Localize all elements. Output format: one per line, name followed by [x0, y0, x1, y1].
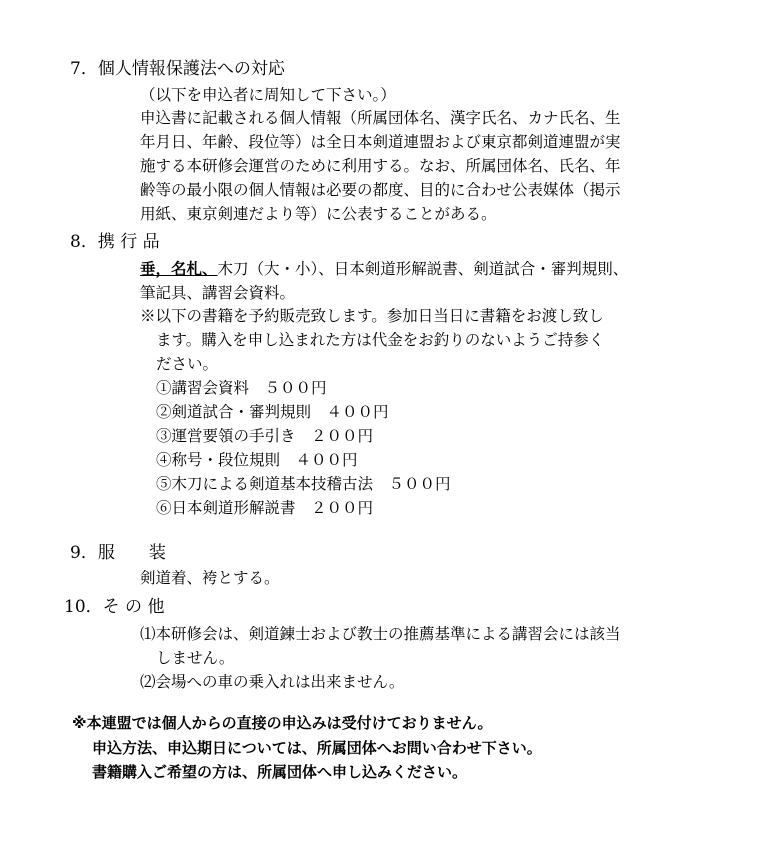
book-sale-notice-line: ※以下の書籍を予約販売致します。参加日当日に書籍をお渡し致し — [140, 307, 604, 325]
section-7-body-line: 施する本研修会運営のために利用する。なお、所属団体名、氏名、年 — [140, 157, 621, 175]
section-7-body-line: 齢等の最小限の個人情報は必要の都度、目的に合わせ公表媒体（掲示 — [140, 181, 621, 199]
section-9-heading: 9．服 装 — [70, 543, 166, 563]
section-10-item: しません。 — [156, 649, 235, 667]
footer-notice: ※本連盟では個人からの直接の申込みは受付けておりません。 — [72, 714, 493, 732]
section-8-heading: 8．携 行 品 — [70, 232, 160, 252]
footer-notice: 書籍購入ご希望の方は、所属団体へ申し込みください。 — [92, 763, 468, 781]
book-item: ④称号・段位規則 ４００円 — [156, 451, 358, 469]
book-sale-notice-line: ださい。 — [156, 355, 219, 373]
items-text: 木刀（大・小）、日本剣道形解説書、剣道試合・審判規則、 — [217, 260, 629, 278]
section-7-body-line: 用紙、東京剣連だより等）に公表することがある。 — [140, 205, 497, 223]
section-7-body-line: 年月日、年齢、段位等）は全日本剣道連盟および東京都剣道連盟が実 — [140, 133, 621, 151]
section-8-items-line: 筆記具、講習会資料。 — [140, 284, 296, 302]
section-10-item: ⑵会場への車の乗入れは出来ません。 — [140, 673, 405, 691]
book-item: ③運営要領の手引き ２００円 — [156, 427, 374, 445]
section-9-body: 剣道着、袴とする。 — [140, 569, 280, 587]
section-7-subnote: （以下を申込者に周知して下さい。） — [140, 86, 396, 104]
section-8-items-line — [140, 258, 628, 280]
book-item: ②剣道試合・審判規則 ４００円 — [156, 403, 389, 421]
book-sale-notice-line: ます。購入を申し込まれた方は代金をお釣りのないようご持参く — [156, 331, 605, 349]
section-7-heading: 7．個人情報保護法への対応 — [70, 59, 285, 79]
book-item: ⑤木刀による剣道基本技稽古法 ５００円 — [156, 475, 451, 493]
required-items-emphasis: 垂，名札、 — [140, 259, 218, 278]
book-item: ①講習会資料 ５００円 — [156, 379, 327, 397]
book-item: ⑥日本剣道形解説書 ２００円 — [156, 499, 374, 517]
section-10-heading: 10．そ の 他 — [64, 597, 165, 617]
footer-notice: 申込方法、申込期日については、所属団体へお問い合わせ下さい。 — [92, 739, 542, 757]
section-10-item: ⑴本研修会は、剣道錬士および教士の推薦基準による講習会には該当 — [140, 625, 621, 643]
section-7-body-line: 申込書に記載される個人情報（所属団体名、漢字氏名、カナ氏名、生 — [140, 109, 621, 127]
